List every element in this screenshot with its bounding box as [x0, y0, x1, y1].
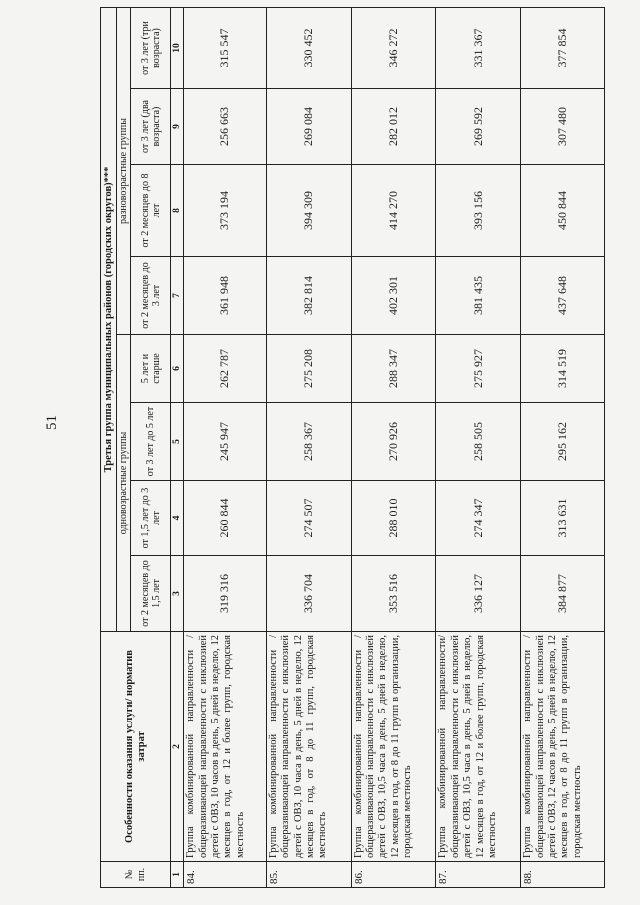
table-cell: 402 301	[351, 257, 436, 335]
row-number: 86.	[351, 862, 436, 888]
table-cell: 331 367	[436, 8, 521, 89]
table-cell: 381 435	[436, 257, 521, 335]
table-row	[436, 8, 521, 888]
table-cell: 361 948	[184, 257, 267, 335]
table-cell: 288 347	[351, 335, 436, 403]
table-cell: 270 926	[351, 403, 436, 481]
column-index: 10	[171, 8, 184, 89]
table-cell: 258 367	[266, 403, 351, 481]
header-age-column: от 2 месяцев до 8 лет	[131, 165, 171, 257]
cost-norms-table	[100, 7, 605, 888]
table-cell: 384 877	[521, 556, 605, 632]
table-row	[184, 8, 267, 888]
table-cell: 382 814	[266, 257, 351, 335]
row-number: 85.	[266, 862, 351, 888]
row-description: Группа комбинированной направленности / общеразвивающей направленности с инклюзией детей с ОВЗ, 10 часа в день, 5 дней в неделю, 12 месяцев в год, от 8 до 11 групп, городская местность	[266, 632, 351, 862]
table-cell: 269 084	[266, 89, 351, 165]
table-cell: 274 347	[436, 481, 521, 556]
table-cell: 245 947	[184, 403, 267, 481]
row-description: Группа комбинированной направленности / общеразвивающей направленности с инклюзией детей с ОВЗ, 10,5 часа в день, 5 дней в неделю, 12 месяцев в год, от 8 до 11 групп в организации, городская местность	[351, 632, 436, 862]
table-cell: 282 012	[351, 89, 436, 165]
table-cell: 313 631	[521, 481, 605, 556]
table-cell: 353 516	[351, 556, 436, 632]
rotated-table-wrapper	[100, 8, 605, 888]
table-cell: 437 648	[521, 257, 605, 335]
table-cell: 414 270	[351, 165, 436, 257]
row-number: 88.	[521, 862, 605, 888]
column-index: 2	[171, 632, 184, 862]
column-index: 5	[171, 403, 184, 481]
header-mixed-age-groups: разновозрастные группы	[117, 8, 131, 335]
header-single-age-groups: одновозрастные группы	[117, 335, 131, 632]
column-index: 8	[171, 165, 184, 257]
table-cell: 260 844	[184, 481, 267, 556]
header-age-column: 5 лет и старше	[131, 335, 171, 403]
table-row	[521, 8, 605, 888]
table-cell: 373 194	[184, 165, 267, 257]
row-number: 84.	[184, 862, 267, 888]
table-cell: 256 663	[184, 89, 267, 165]
row-description: Группа комбинированной направленности / общеразвивающей направленности с инклюзией детей с ОВЗ, 10 часов в день, 5 дней в неделю, 12 месяцев в год, от 12 и более групп, городская местность	[184, 632, 267, 862]
table-cell: 319 316	[184, 556, 267, 632]
row-description: Группа комбинированной направленности/ общеразвивающей направленности с инклюзией детей с ОВЗ, 10,5 часа в день, 5 дней в неделю, 12 месяцев в год, от 12 и более групп, городская местность	[436, 632, 521, 862]
table-cell: 274 507	[266, 481, 351, 556]
table-cell: 336 704	[266, 556, 351, 632]
table-cell: 314 519	[521, 335, 605, 403]
table-cell: 346 272	[351, 8, 436, 89]
header-number: № пп.	[101, 862, 171, 888]
table-cell: 262 787	[184, 335, 267, 403]
header-age-column: от 2 месяцев до 1,5 лет	[131, 556, 171, 632]
column-index: 3	[171, 556, 184, 632]
column-index: 4	[171, 481, 184, 556]
table-cell: 258 505	[436, 403, 521, 481]
table-cell: 275 208	[266, 335, 351, 403]
column-index: 9	[171, 89, 184, 165]
table-cell: 377 854	[521, 8, 605, 89]
table-cell: 315 547	[184, 8, 267, 89]
table-cell: 394 309	[266, 165, 351, 257]
table-cell: 295 162	[521, 403, 605, 481]
table-cell: 336 127	[436, 556, 521, 632]
header-age-column: от 2 месяцев до 3 лет	[131, 257, 171, 335]
column-index: 7	[171, 257, 184, 335]
table-cell: 269 592	[436, 89, 521, 165]
header-age-column: от 3 лет до 5 лет	[131, 403, 171, 481]
table-cell: 393 156	[436, 165, 521, 257]
header-age-column: от 3 лет (два возраста)	[131, 89, 171, 165]
row-description: Группа комбинированной направленности / общеразвивающей направленности с инклюзией детей с ОВЗ, 12 часов в день, 5 дней в неделю, 12 месяцев в год, от 8 до 11 групп в организации, городская местность	[521, 632, 605, 862]
column-index: 1	[171, 862, 184, 888]
column-index-row	[171, 8, 184, 888]
table-row	[266, 8, 351, 888]
header-age-column: от 3 лет (три возраста)	[131, 8, 171, 89]
page-number: 51	[44, 415, 60, 430]
table-cell: 330 452	[266, 8, 351, 89]
header-region-group: Третья группа муниципальных районов (городских округов)***	[101, 8, 117, 632]
header-features: Особенности оказания услуги/ норматив затрат	[101, 632, 171, 862]
column-index: 6	[171, 335, 184, 403]
row-number: 87.	[436, 862, 521, 888]
table-cell: 450 844	[521, 165, 605, 257]
table-row	[351, 8, 436, 888]
table-cell: 275 927	[436, 335, 521, 403]
table-cell: 307 480	[521, 89, 605, 165]
header-age-column: от 1,5 лет до 3 лет	[131, 481, 171, 556]
table-cell: 288 010	[351, 481, 436, 556]
